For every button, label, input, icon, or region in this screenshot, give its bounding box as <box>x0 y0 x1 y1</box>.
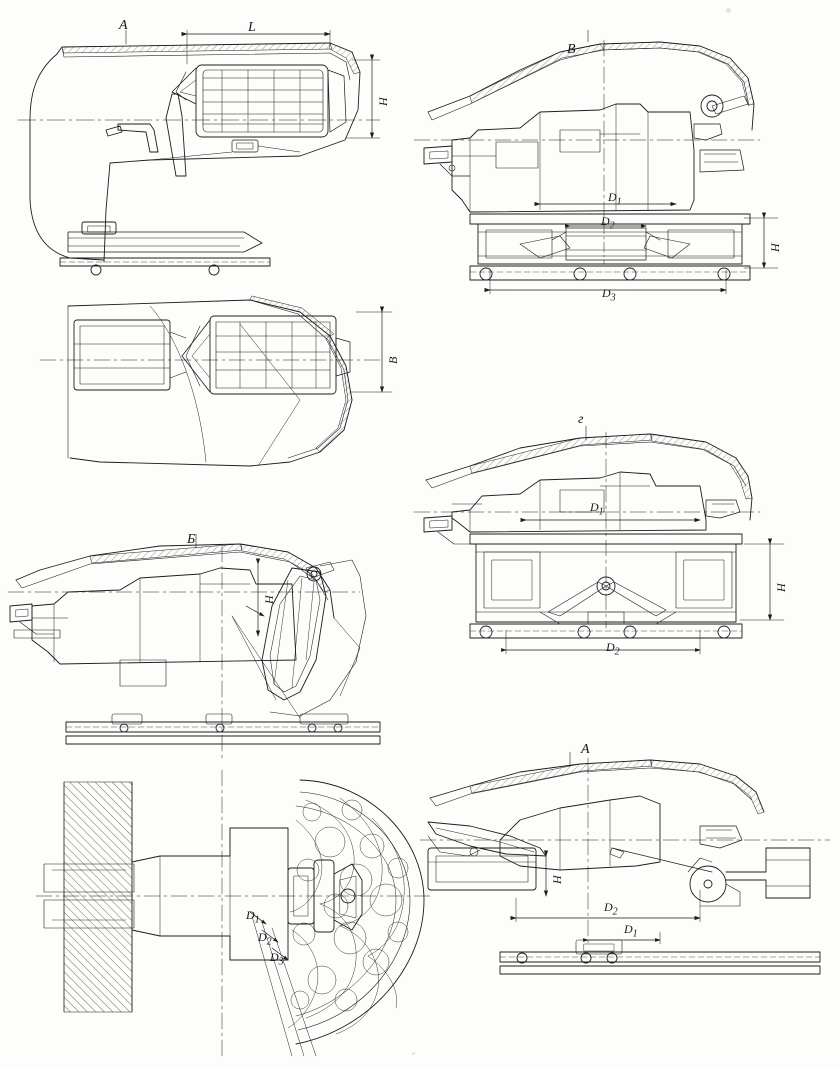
dimension-label-D1-v: $D_1$ <box>608 190 622 208</box>
dimension-label-B-plan: B <box>386 356 400 364</box>
dimension-label-H-a-bottom: H <box>550 875 564 884</box>
figure-label-g: г <box>578 412 584 427</box>
figure-label-a-top: А <box>119 18 128 33</box>
figure-plan-bottom-left <box>36 770 430 1060</box>
paper-speck <box>412 1052 415 1055</box>
figure-label-b: Б <box>187 532 196 547</box>
dimension-label-D3-plan: $D_3$ <box>270 950 284 968</box>
dimension-label-D1-plan: $D_1$ <box>246 908 260 926</box>
figure-a-top-left <box>18 30 380 275</box>
dimension-label-D2-v: $D_2$ <box>601 214 615 232</box>
figure-b-lower-left <box>8 534 380 760</box>
figure-v-top-right <box>414 30 778 294</box>
dimension-label-D1-g: $D_1$ <box>590 500 604 518</box>
dimension-label-L: L <box>248 20 256 35</box>
dimension-label-H-v: H <box>768 243 782 252</box>
paper-speck <box>726 8 731 13</box>
dimension-label-D3-v: $D_3$ <box>602 286 616 304</box>
figure-plan-middle-left <box>40 296 392 466</box>
dimension-label-D2-a-bottom: $D_2$ <box>604 900 618 918</box>
dimension-label-D1-a-bottom: $D_1$ <box>624 922 638 940</box>
dimension-label-H-a-top: H <box>376 97 390 106</box>
figure-label-v-top: В <box>567 42 576 57</box>
figure-g-middle-right <box>414 426 784 654</box>
dimension-label-H-b: H <box>262 595 276 604</box>
figure-a-bottom-right <box>420 752 830 974</box>
dimension-label-D2-plan: $D_2$ <box>258 930 272 948</box>
dimension-label-D2-g: $D_2$ <box>606 640 620 658</box>
dimension-label-H-g: H <box>774 583 788 592</box>
figure-label-a-bottom: А <box>581 742 590 757</box>
